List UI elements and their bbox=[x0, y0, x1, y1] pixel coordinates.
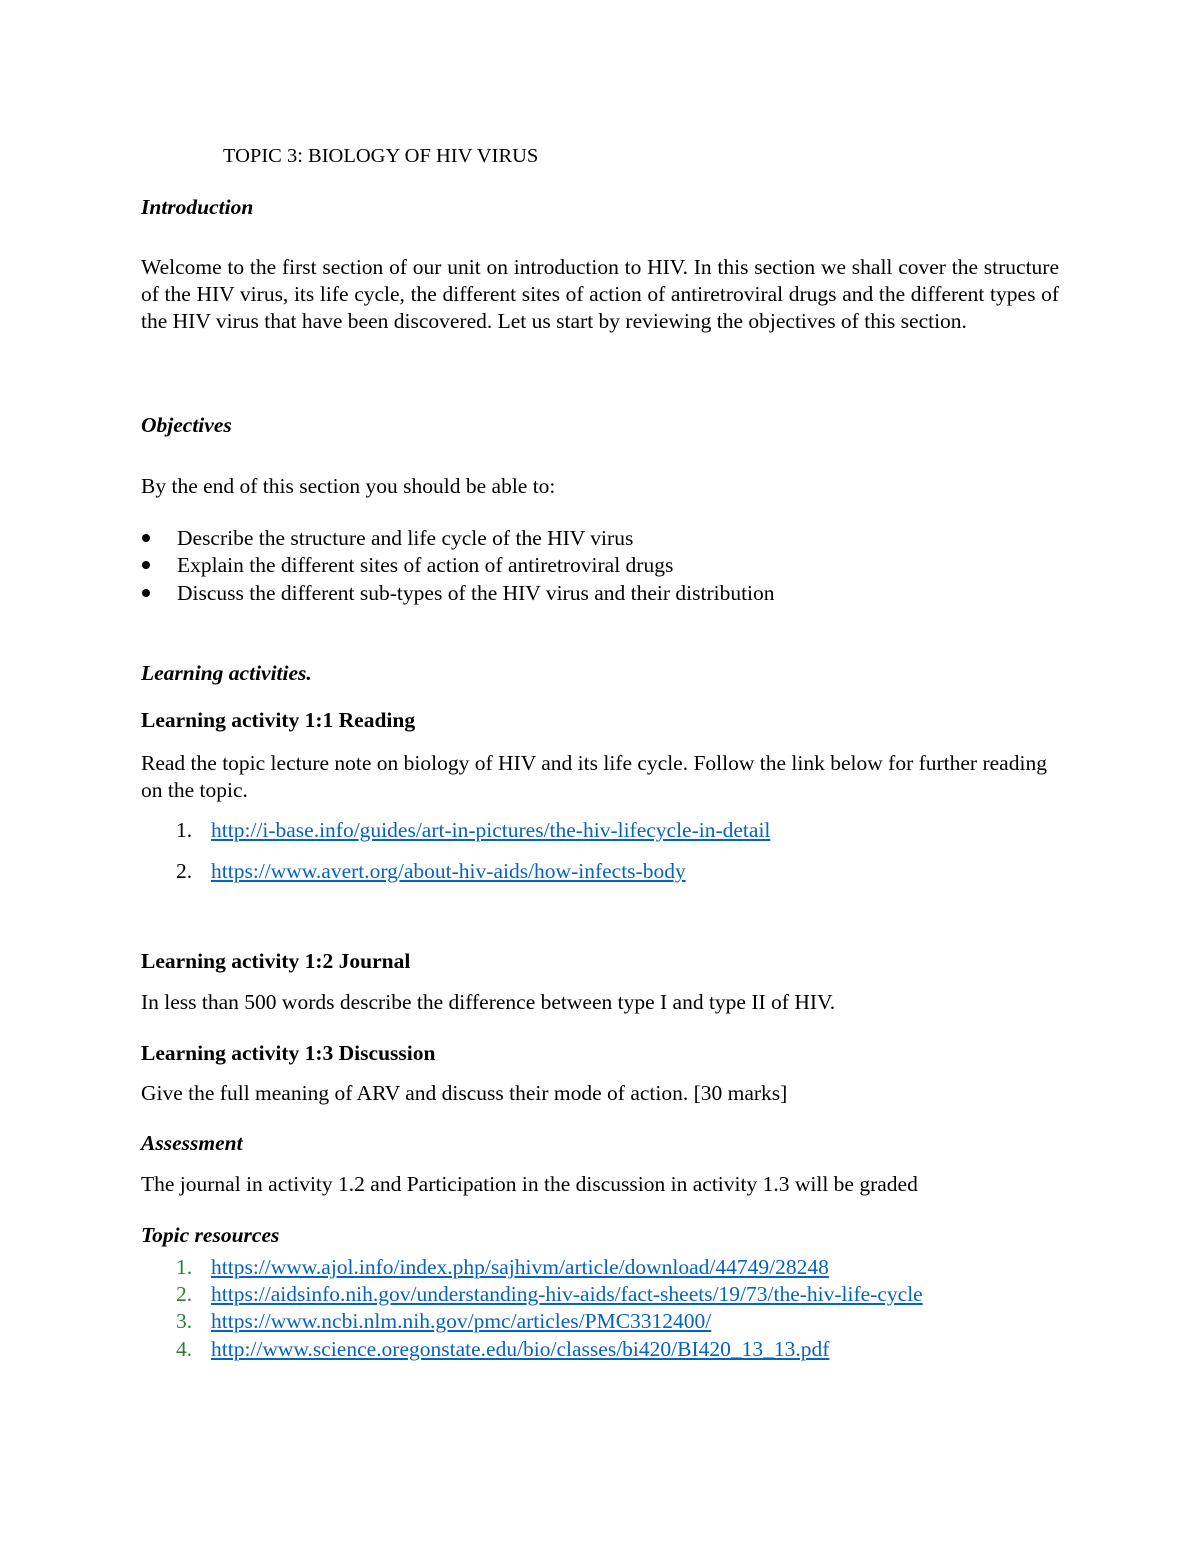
resource-link-1[interactable]: https://www.ajol.info/index.php/sajhivm/article/download/44749/28248 bbox=[211, 1255, 829, 1279]
assessment-text: The journal in activity 1.2 and Participation in the discussion in activity 1.3 will be graded bbox=[141, 1172, 918, 1196]
reading-link-2[interactable]: https://www.avert.org/about-hiv-aids/how-infects-body bbox=[211, 859, 686, 883]
link-number: 1. bbox=[176, 818, 193, 842]
activity3-text: Give the full meaning of ARV and discuss their mode of action. [30 marks] bbox=[141, 1081, 788, 1105]
activity2-text: In less than 500 words describe the difference between type I and type II of HIV. bbox=[141, 990, 836, 1014]
bullet-icon bbox=[142, 589, 150, 597]
reading-link-1[interactable]: http://i-base.info/guides/art-in-pictures/the-hiv-lifecycle-in-detail bbox=[211, 818, 771, 842]
objective-text: Explain the different sites of action of antiretroviral drugs bbox=[177, 552, 674, 577]
objective-item bbox=[141, 551, 673, 579]
activity1-heading: Learning activity 1:1 Reading bbox=[141, 708, 416, 732]
resource-number: 2. bbox=[176, 1282, 193, 1306]
page-title: TOPIC 3: BIOLOGY OF HIV VIRUS bbox=[223, 145, 539, 167]
objective-text: Discuss the different sub-types of the HIV virus and their distribution bbox=[177, 580, 775, 605]
bullet-icon bbox=[142, 561, 150, 569]
topic-resources-heading: Topic resources bbox=[141, 1223, 280, 1247]
activity2-heading: Learning activity 1:2 Journal bbox=[141, 949, 411, 973]
resource-number: 1. bbox=[176, 1255, 193, 1279]
introduction-text: Welcome to the first section of our unit on introduction to HIV. In this section we shall cover the structure of the HIV virus, its life cycle, the different sites of action of antiretroviral drugs and the different types of the HIV virus that have been discovered. Let us start by reviewing the objectives of this section. bbox=[141, 255, 1059, 333]
objectives-lead: By the end of this section you should be able to: bbox=[141, 474, 556, 498]
introduction-heading: Introduction bbox=[141, 195, 254, 219]
objectives-heading: Objectives bbox=[141, 413, 232, 437]
activity3-heading: Learning activity 1:3 Discussion bbox=[141, 1041, 436, 1065]
resource-number: 4. bbox=[176, 1337, 193, 1361]
objective-item bbox=[141, 524, 633, 552]
link-number: 2. bbox=[176, 859, 193, 883]
resource-link-3[interactable]: https://www.ncbi.nlm.nih.gov/pmc/articles/PMC3312400/ bbox=[211, 1309, 712, 1333]
activity1-text: Read the topic lecture note on biology of HIV and its life cycle. Follow the link below for further reading on the topic. bbox=[141, 751, 1047, 802]
objective-text: Describe the structure and life cycle of the HIV virus bbox=[177, 525, 634, 550]
bullet-icon bbox=[142, 534, 150, 542]
resource-link-2[interactable]: https://aidsinfo.nih.gov/understanding-hiv-aids/fact-sheets/19/73/the-hiv-life-cycle bbox=[211, 1282, 923, 1306]
objective-item bbox=[141, 579, 775, 607]
learning-activities-heading: Learning activities. bbox=[141, 661, 312, 685]
assessment-heading: Assessment bbox=[141, 1131, 243, 1155]
resource-number: 3. bbox=[176, 1309, 193, 1333]
resource-link-4[interactable]: http://www.science.oregonstate.edu/bio/classes/bi420/BI420_13_13.pdf bbox=[211, 1337, 830, 1361]
